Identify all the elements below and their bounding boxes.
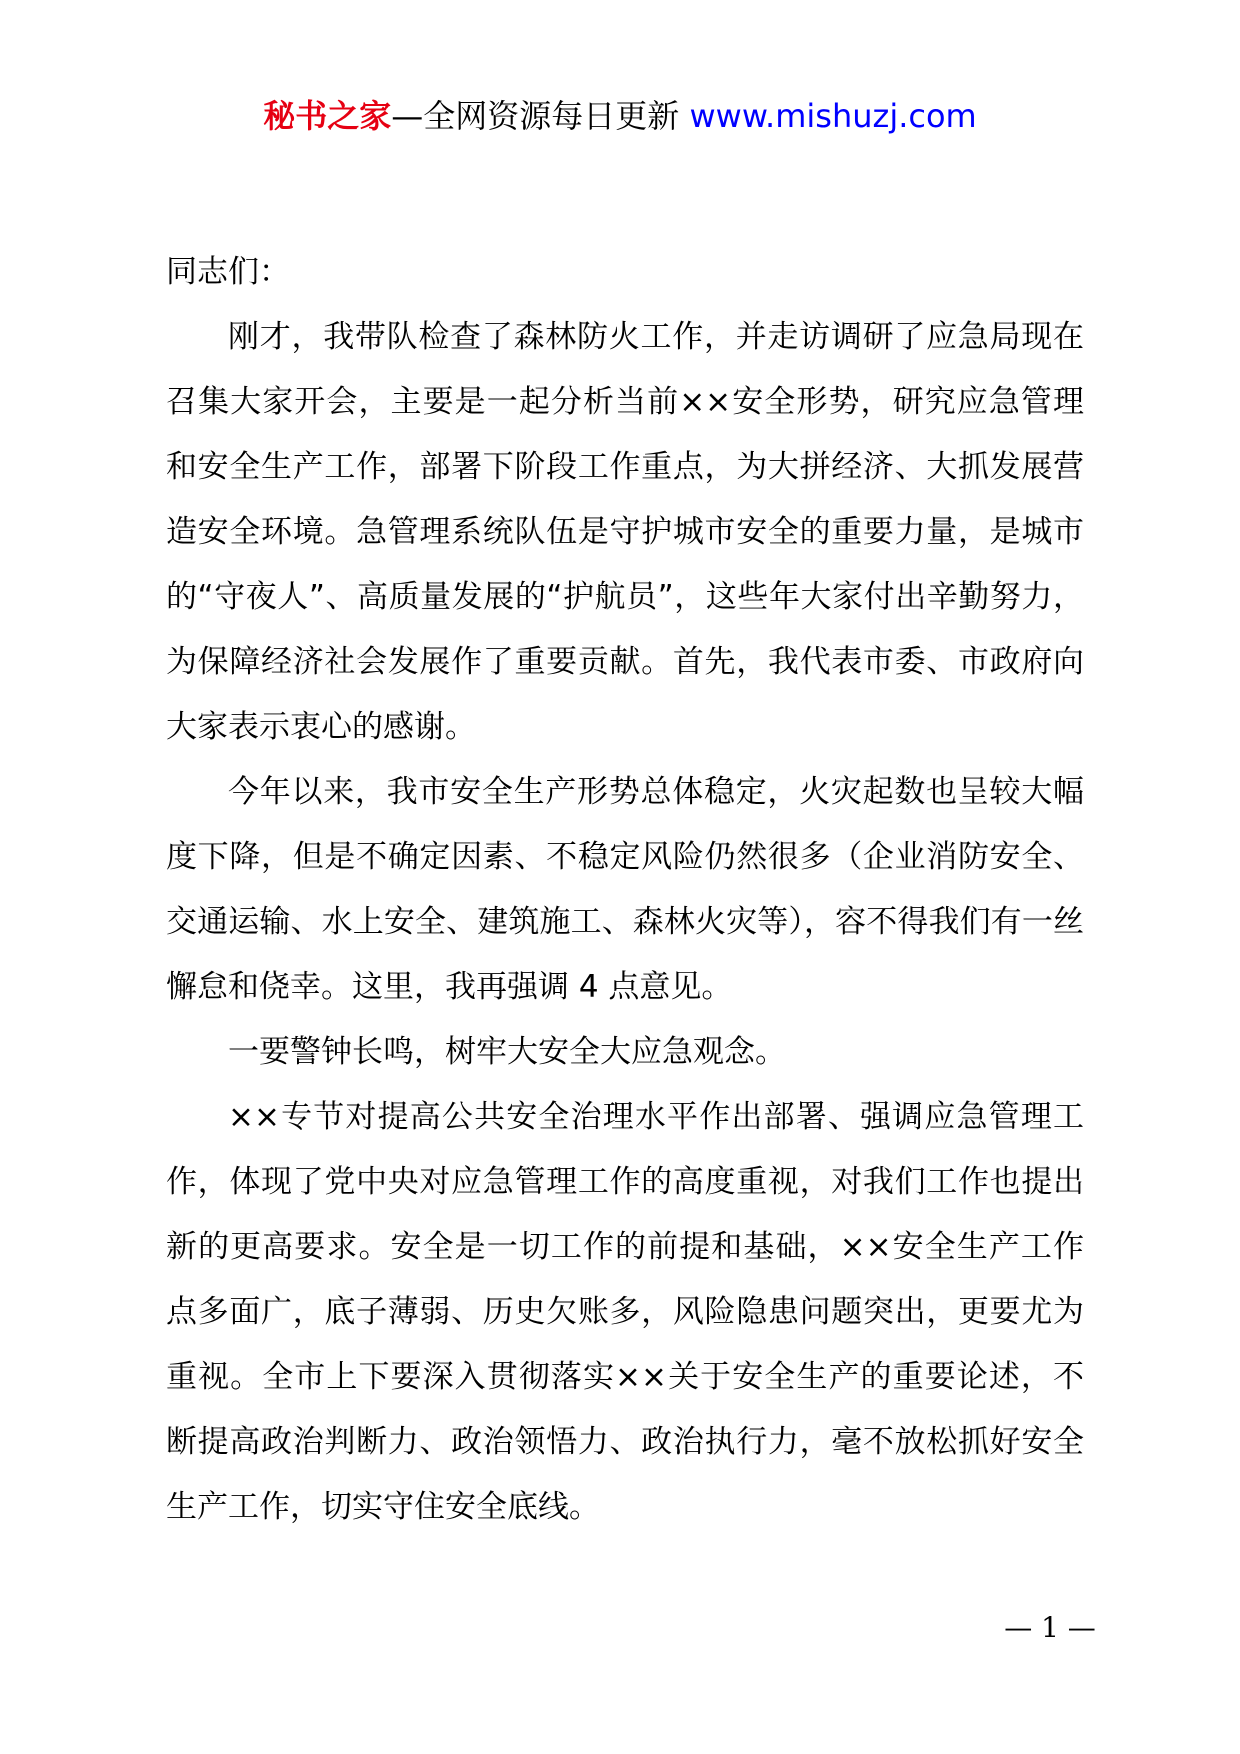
paragraph-situation: 今年以来，我市安全生产形势总体稳定，火灾起数也呈较大幅度下降，但是不确定因素、不稳定风险仍然很多（企业消防安全、交通运输、水上安全、建筑施工、森林火灾等），容不得我们有一丝懈怠和侥幸。这里，我再强调 4 点意见。 <box>166 774 1084 1005</box>
paragraph-point-one-detail: ××专节对提高公共安全治理水平作出部署、强调应急管理工作，体现了党中央对应急管理工作的高度重视，对我们工作也提出新的更高要求。安全是一切工作的前提和基础，××安全生产工作点多面广，底子薄弱、历史欠账多，风险隐患问题突出，更要尤为重视。全市上下要深入贯彻落实××关于安全生产的重要论述，不断提高政治判断力、政治领悟力、政治执行力，毫不放松抓好安全生产工作，切实守住安全底线。 <box>166 1099 1084 1525</box>
document-body <box>166 240 1084 1540</box>
site-url-link[interactable]: www.mishuzj.com <box>689 97 977 135</box>
site-tagline: —全网资源每日更新 <box>391 97 690 135</box>
site-header <box>0 96 1240 136</box>
paragraph-opening: 刚才，我带队检查了森林防火工作，并走访调研了应急局现在召集大家开会，主要是一起分析当前××安全形势，研究应急管理和安全生产工作，部署下阶段工作重点，为大拼经济、大抓发展营造安全环境。急管理系统队伍是守护城市安全的重要力量，是城市的“守夜人”、高质量发展的“护航员”，这些年大家付出辛勤努力，为保障经济社会发展作了重要贡献。首先，我代表市委、市政府向大家表示衷心的感谢。 <box>166 319 1084 745</box>
site-brand: 秘书之家 <box>263 97 392 135</box>
page-number: — 1 — <box>1004 1611 1096 1644</box>
paragraph-heading-point-one: 一要警钟长鸣，树牢大安全大应急观念。 <box>228 1034 786 1070</box>
salutation: 同志们： <box>166 254 290 290</box>
